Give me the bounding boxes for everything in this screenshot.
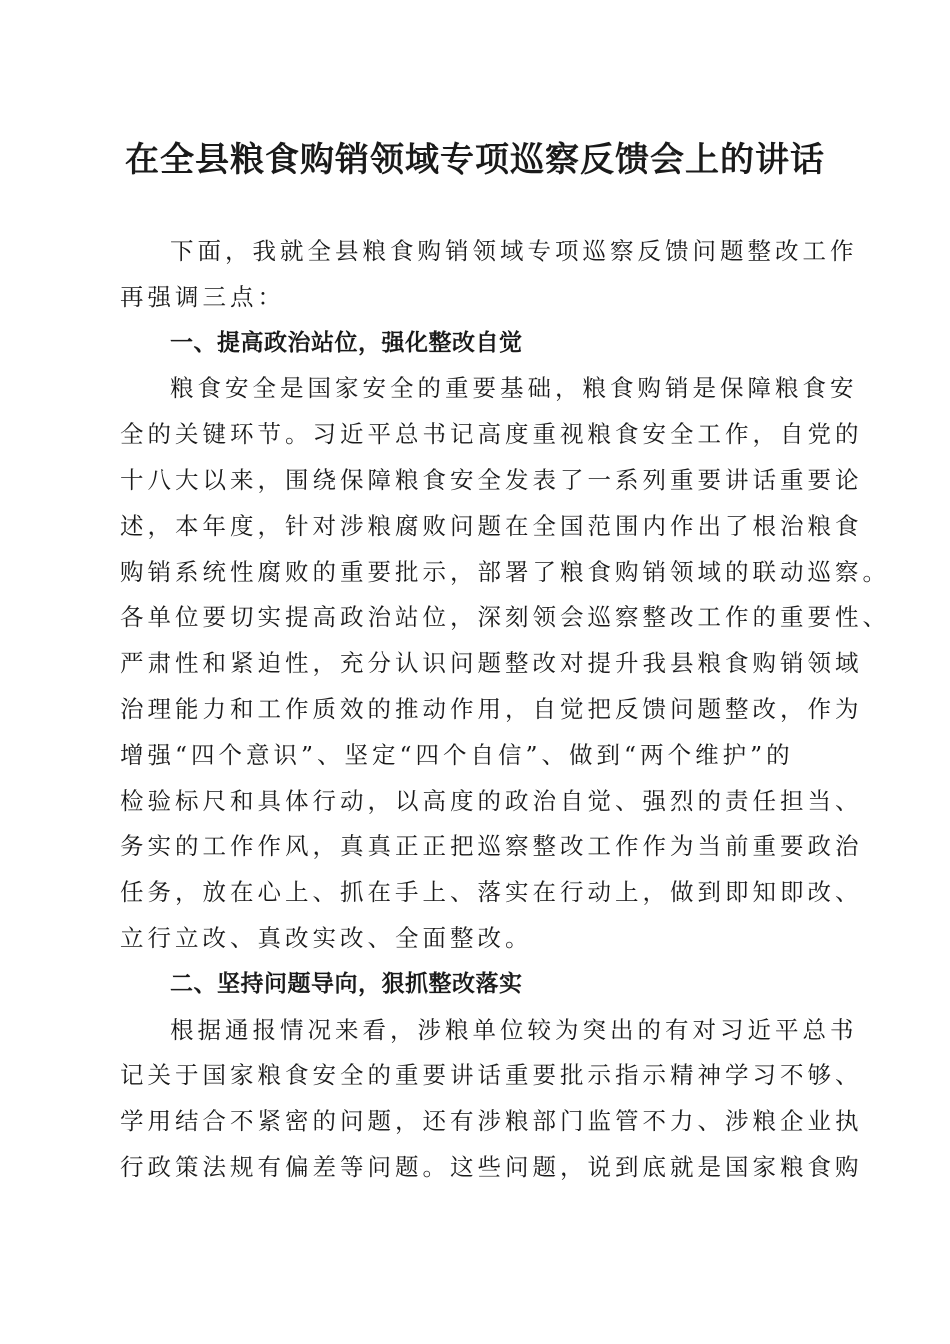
paragraph-line: 严肃性和紧迫性，充分认识问题整改对提升我县粮食购销领域	[120, 649, 863, 678]
section-heading-1: 一、提高政治站位，强化整改自觉	[170, 329, 523, 356]
paragraph-line: 下面，我就全县粮食购销领域专项巡察反馈问题整改工作	[170, 237, 858, 265]
paragraph-line: 务实的工作作风，真真正正把巡察整改工作作为当前重要政治	[120, 832, 863, 861]
paragraph-line: 各单位要切实提高政治站位，深刻领会巡察整改工作的重要性、	[120, 603, 890, 632]
paragraph-line: 任务，放在心上、抓在手上、落实在行动上，做到即知即改、	[120, 878, 863, 907]
paragraph-line: 行政策法规有偏差等问题。这些问题，说到底就是国家粮食购	[120, 1152, 863, 1181]
paragraph-line: 学用结合不紧密的问题，还有涉粮部门监管不力、涉粮企业执	[120, 1107, 863, 1136]
paragraph-line: 立行立改、真改实改、全面整改。	[120, 923, 533, 952]
paragraph-line: 述，本年度，针对涉粮腐败问题在全国范围内作出了根治粮食	[120, 511, 863, 540]
paragraph-line: 记关于国家粮食安全的重要讲话重要批示指示精神学习不够、	[120, 1061, 863, 1090]
document-body	[120, 229, 890, 1191]
paragraph-line: 增强“四个意识”、坚定“四个自信”、做到“两个维护”的	[120, 740, 794, 769]
paragraph-line: 根据通报情况来看，涉粮单位较为突出的有对习近平总书	[170, 1015, 858, 1044]
paragraph-line: 购销系统性腐败的重要批示，部署了粮食购销领域的联动巡察。	[120, 557, 890, 586]
paragraph-line: 粮食安全是国家安全的重要基础，粮食购销是保障粮食安	[170, 374, 858, 403]
paragraph-line: 检验标尺和具体行动，以高度的政治自觉、强烈的责任担当、	[120, 786, 863, 815]
paragraph-line: 十八大以来，围绕保障粮食安全发表了一系列重要讲话重要论	[120, 465, 863, 494]
section-heading-2: 二、坚持问题导向，狠抓整改落实	[170, 970, 523, 997]
paragraph-line: 治理能力和工作质效的推动作用，自觉把反馈问题整改，作为	[120, 694, 863, 723]
paragraph-line: 再强调三点：	[120, 282, 285, 311]
document-title: 在全县粮食购销领域专项巡察反馈会上的讲话	[125, 140, 825, 180]
paragraph-line: 全的关键环节。习近平总书记高度重视粮食安全工作，自党的	[120, 420, 863, 449]
